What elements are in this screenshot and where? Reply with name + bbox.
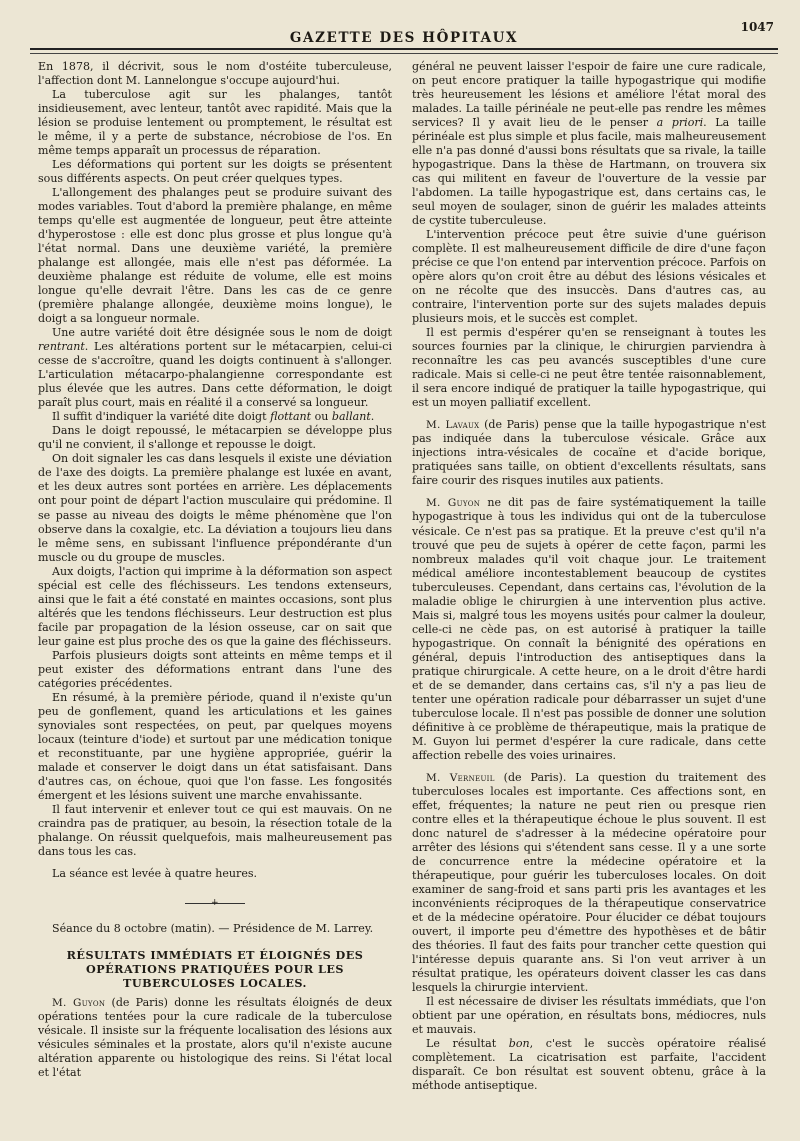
text-run: ou: [311, 410, 332, 424]
text-run: Une autre variété doit être désignée sous le nom de doigt: [52, 326, 392, 340]
paragraph: En résumé, à la première période, quand il n'existe qu'un peu de gonflement, quand les articulations et les gaines synoviales sont respectées, on peut, par quelques moyens locaux (teinture d'iode) et surtout par une médication tonique et reconstituante, par une hygiène appropriée, guérir la malade et conserver le doigt dans un état satisfaisant. Dans d'autres cas, on échoue, quoi que l'on fasse. Les fongosités émergent et les lésions suivent une marche envahissante.: [38, 690, 392, 802]
text-run: . Les altérations portent sur le métacarpien, celui-ci cesse de s'accroître, quand les doigts continuent à s'allonger. L'articulation métacarpo-phalangienne correspondante est plus élevée que les autres. Dans cette déformation, le doigt paraît plus court, mais en réalité il a conservé sa longueur.: [38, 340, 392, 410]
paragraph: Aux doigts, l'action qui imprime à la déformation son aspect spécial est celle des fléchisseurs. Les tendons extenseurs, ainsi que le fait a été constaté en maintes occasions, sont plus altérés que les tendons fléchisseurs. Leur destruction est plus facile par propagation de la lésion osseuse, car on sait que leur gaine est plus proche des os que la gaine des fléchisseurs.: [38, 564, 392, 648]
italic-term: rentrant: [38, 340, 85, 354]
paragraph: Les déformations qui portent sur les doigts se présentent sous différents aspects. On peut créer quelques types.: [38, 158, 392, 186]
text-run: (de Paris). La question du traitement des tuberculoses locales est importante. Ces affections sont, en effet, fréquentes; la nature ne peut rien ou presque rien contre elles et la thérapeutique échoue le plus souvent. Il est donc naturel de s'adresser à la médecine opératoire pour arrêter des lésions qui s'étendent sans cesse. Il y a une sorte de concurrence entre la médecine opératoire et la thérapeutique, pour guérir les tuberculoses locales. On doit examiner de sang-froid et sans parti pris les avantages et les inconvénients réciproques de la thérapeutique conservatrice et de la médecine opératoire. Pour élucider ce débat toujours ouvert, il importe peu d'émettre des hypothèses et de bâtir des théories. Il faut des faits pour trancher cette question qui l'intéresse depuis quarante ans. Si l'on veut arriver à un résultat pratique, les opérateurs doivent classer les cas dans lesquels la chirurgie intervient.: [412, 770, 766, 994]
text-run: général ne peuvent laisser l'espoir de faire une cure radicale, on peut encore pratiquer la taille hypogastrique qui modifie très heureusement les lésions et améliore l'état moral des malades. La taille périnéale ne peut-elle pas rendre les mêmes services? Il y avait lieu de le penser: [412, 60, 766, 130]
paragraph: La tuberculose agit sur les phalanges, tantôt insidieusement, avec lenteur, tantôt avec rapidité. Mais que la lésion se produise lentement ou promptement, le résultat est le même, il y a perte de substance, nécrobiose de l'os. En même temps apparaît un processus de réparation.: [38, 88, 392, 158]
header-rule-thick: [30, 48, 778, 50]
paragraph: L'allongement des phalanges peut se produire suivant des modes variables. Tout d'abord la première phalange, en même temps qu'elle est augmentée de longueur, peut être atteinte d'hyperostose : elle est donc plus grosse et plus longue qu'à l'état normal. Dans une deuxième variété, la première phalange est allongée, mais elle n'est pas déformée. La deuxième phalange est réduite de volume, elle est moins longue qu'elle devrait l'être. Dans les cas de ce genre (première phalange allongée, deuxième moins longue), le doigt a sa longueur normale.: [38, 186, 392, 326]
right-column: [412, 60, 766, 1093]
paragraph: [412, 1037, 766, 1093]
paragraph: [38, 996, 392, 1080]
italic-term: ballant: [331, 410, 371, 424]
left-column: [38, 60, 392, 1080]
paragraph: On doit signaler les cas dans lesquels il existe une déviation de l'axe des doigts. La première phalange est luxée en avant, et les deux autres sont portées en arrière. Les déplacements ont pour point de départ l'action musculaire qui prédomine. Il se passe au niveau des doigts le même phénomène que l'on observe dans la coxalgie, etc. La déviation a toujours lieu dans le même sens, en subissant l'influence prépondérante d'un muscle ou du groupe de muscles.: [38, 452, 392, 564]
speaker-name: M. Verneuil: [426, 771, 495, 784]
section-title: RÉSULTATS IMMÉDIATS ET ÉLOIGNÉS DES OPÉRATIONS PRATIQUÉES POUR LES TUBERCULOSES LOCALES.: [66, 947, 364, 990]
text-run: Le résultat: [426, 1037, 509, 1051]
paragraph: [412, 771, 766, 995]
page-number: 1047: [740, 20, 774, 34]
italic-term: a priori: [656, 116, 704, 130]
paragraph: L'intervention précoce peut être suivie d'une guérison complète. Il est malheureusement difficile de dire d'une façon précise ce que l'on entend par intervention précoce. Parfois on opère alors qu'on croit être au début des lésions vésicales et on ne récolte que des insuccès. Dans d'autres cas, au contraire, l'intervention porte sur des sujets malades depuis plusieurs mois, et le succès est complet.: [412, 228, 766, 326]
speaker-name: M. Lavaux: [426, 419, 480, 432]
paragraph: Parfois plusieurs doigts sont atteints en même temps et il peut exister des déformations entrant dans l'une des catégories précédentes.: [38, 648, 392, 690]
text-run: . La taille périnéale est plus simple et plus facile, mais malheureusement elle n'a pas donné d'aussi bons résultats que sa rivale, la taille hypogastrique. Dans la thèse de Hartmann, on trouvera six cas qui militent en faveur de l'ouverture de la vessie par l'abdomen. La taille hypogastrique est, dans certains cas, le seul moyen de soulager, sinon de guérir les malades atteints de cystite tuberculeuse.: [412, 116, 766, 228]
paragraph: [412, 60, 766, 228]
text-run: .: [370, 410, 375, 424]
text-run: (de Paris) donne les résultats éloignés de deux opérations tentées pour la cure radicale de la tuberculose vésicale. Il insiste sur la fréquente localisation des lésions aux vésicules séminales et la prostate, alors qu'il n'existe aucune altération apparente ou histologique des reins. Si l'état local et l'état: [38, 995, 392, 1079]
session-closing: La séance est levée à quatre heures.: [52, 866, 258, 880]
speaker-name: M. Guyon: [52, 996, 106, 1009]
text-run: Il suffit d'indiquer la variété dite doigt: [52, 410, 271, 424]
speaker-name: M. Guyon: [426, 497, 481, 510]
paragraph: Il est permis d'espérer qu'en se renseignant à toutes les sources fournies par la clinique, le chirurgien parviendra à reconnaître les cas peu avancés susceptibles d'une cure radicale. Mais si celle-ci ne peut être tentée raisonnablement, il sera encore indiqué de pratiquer la taille hypogastrique, qui est un moyen palliatif excellent.: [412, 326, 766, 410]
section-separator: [185, 897, 245, 908]
header-rule-thin: [30, 53, 778, 54]
paragraph: Dans le doigt repoussé, le métacarpien se développe plus qu'il ne convient, il s'allonge et repousse le doigt.: [38, 424, 392, 452]
text-run: , c'est le succès opératoire réalisé complètement. La cicatrisation est parfaite, l'accident disparaît. Ce bon résultat est souvent obtenu, grâce à la méthode antiseptique.: [412, 1037, 766, 1093]
paragraph: Il est nécessaire de diviser les résultats immédiats, que l'on obtient par une opération, en résultats bons, médiocres, nuls et mauvais.: [412, 995, 766, 1037]
paragraph: [38, 326, 392, 410]
page-header: [30, 20, 778, 50]
paragraph: En 1878, il décrivit, sous le nom d'ostéite tuberculeuse, l'affection dont M. Lannelongue s'occupe aujourd'hui.: [38, 60, 392, 88]
text-run: ne dit pas de faire systématiquement la taille hypogastrique à tous les individus qui ont de la tuberculose vésicale. Ce n'est pas sa pratique. Et la preuve c'est qu'il n'a trouvé que peu de sujets à opérer de cette façon, parmi les nombreux malades qu'il voit chaque jour. Le traitement médical améliore incontestablement beaucoup de cystites tuberculeuses. Cependant, dans certains cas, l'évolution de la maladie oblige le chirurgien à une intervention plus active. Mais si, malgré tous les moyens usités pour calmer la douleur, celle-ci ne cède pas, on est autorisé à pratiquer la taille hypogastrique. On connaît la bénignité des opérations en général, depuis l'introduction des antiseptiques dans la pratique chirurgicale. A cette heure, on a le droit d'être hardi et de se demander, dans certains cas, s'il n'y a pas lieu de tenter une opération radicale pour débarrasser un sujet d'une tuberculose locale. Il n'est pas possible de donner une solution définitive à ce problème de thérapeutique, mais la pratique de M. Guyon lui permet d'espérer la cure radicale, dans cette affection rebelle des voies urinaires.: [412, 496, 766, 762]
paragraph: [38, 410, 392, 424]
italic-term: bon: [508, 1037, 530, 1051]
text-run: (de Paris) pense que la taille hypogastrique n'est pas indiquée dans la tuberculose vésicale. Grâce aux injections intra-vésicales de cocaïne et d'acide borique, pratiquées sans taille, on obtient d'excellents résultats, sans faire courir des risques inutiles aux patients.: [412, 418, 766, 488]
paragraph: [412, 496, 766, 762]
session-heading: Séance du 8 octobre (matin). — Présidence de M. Larrey.: [52, 921, 374, 935]
separator-mark: +: [211, 897, 219, 908]
journal-title: GAZETTE DES HÔPITAUX: [289, 30, 519, 46]
paragraph: Il faut intervenir et enlever tout ce qui est mauvais. On ne craindra pas de pratiquer, au besoin, la résection totale de la phalange. On réussit quelquefois, mais malheureusement pas dans tous les cas.: [38, 802, 392, 858]
italic-term: flottant: [270, 410, 312, 424]
paragraph: [412, 418, 766, 488]
